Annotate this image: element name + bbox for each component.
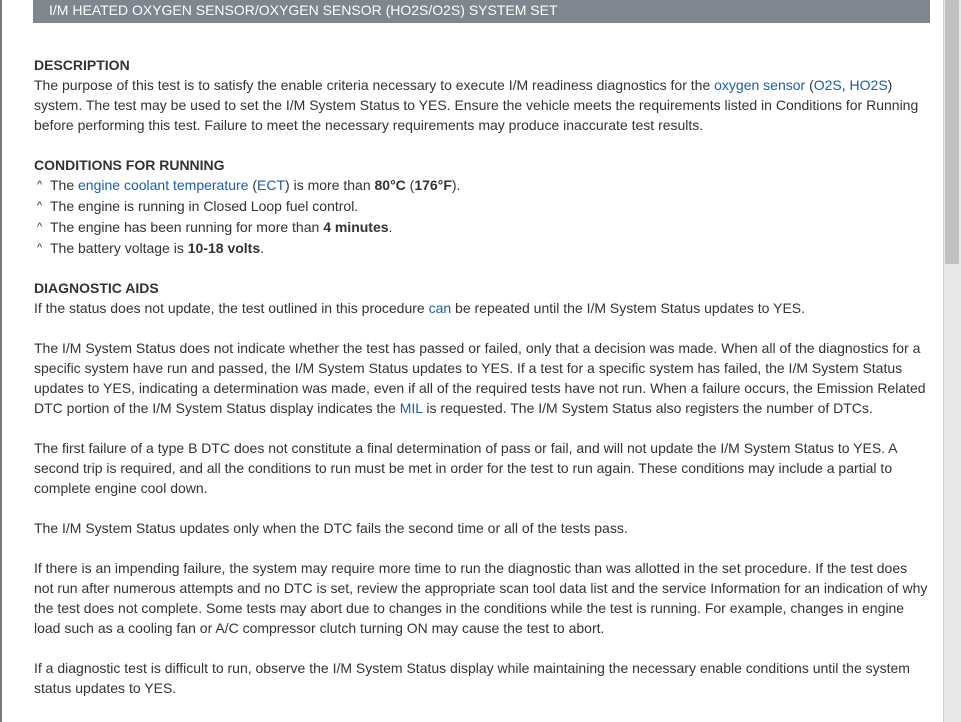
oxygen-sensor-link[interactable]: oxygen sensor: [714, 77, 806, 93]
condition-text: .: [388, 219, 393, 235]
ho2s-link[interactable]: HO2S: [849, 77, 888, 93]
condition-text: The engine is running in Closed Loop fuel control.: [50, 198, 359, 214]
aids-paragraph-4: The I/M System Status updates only when the DTC fails the second time or all of the tests pass.: [34, 520, 628, 536]
can-link[interactable]: can: [428, 300, 452, 316]
document-content: [34, 55, 930, 698]
run-time-value: 4 minutes: [323, 219, 389, 235]
mil-link[interactable]: MIL: [399, 400, 423, 416]
vertical-scrollbar[interactable]: [943, 0, 961, 722]
spacer: [34, 418, 930, 438]
condition-text: The engine has been running for more than: [50, 219, 324, 235]
condition-text: ).: [451, 177, 461, 193]
page-title: I/M HEATED OXYGEN SENSOR/OXYGEN SENSOR (HO2S/O2S) SYSTEM SET: [49, 2, 558, 18]
description-text-3: ,: [841, 77, 850, 93]
spacer: [34, 259, 930, 278]
conditions-list: [34, 175, 930, 259]
battery-voltage-value: 10-18 volts: [187, 240, 261, 256]
caret-icon: ^: [37, 200, 43, 212]
scrollbar-thumb[interactable]: [945, 0, 959, 264]
o2s-link[interactable]: O2S: [813, 77, 842, 93]
condition-item-battery: [34, 238, 930, 259]
description-heading: DESCRIPTION: [34, 57, 130, 73]
temperature-celsius: 80°C: [374, 177, 406, 193]
condition-text: (: [248, 177, 258, 193]
description-text-2: (: [805, 77, 814, 93]
aids-text: be repeated until the I/M System Status updates to YES.: [451, 300, 806, 316]
aids-text: If the status does not update, the test outlined in this procedure: [34, 300, 429, 316]
caret-icon: ^: [37, 179, 43, 191]
page-title-bar: [33, 0, 930, 23]
engine-coolant-temperature-link[interactable]: engine coolant temperature: [78, 177, 249, 193]
description-text-4: ) system. The test may be used to set the I/M System Status to YES. Ensure the vehicle meets the requirements listed in Conditions for Running before performing this test. Failure to meet the necessary requirements may produce inaccurate test results.: [34, 77, 919, 133]
temperature-fahrenheit: 176°F: [414, 177, 452, 193]
condition-item-closed-loop: [34, 196, 930, 217]
aids-text: is requested. The I/M System Status also registers the number of DTCs.: [422, 400, 873, 416]
aids-text: The I/M System Status does not indicate whether the test has passed or failed, only that a decision was made. When all of the diagnostics for a specific system have run and passed, the I/M System Status updates to YES. If a test for a specific system has failed, the I/M System Status updates to YES, indicating a determination was made, even if all of the required tests have not run. When a failure occurs, the Emission Related DTC portion of the I/M System Status display indicates the: [34, 340, 926, 416]
spacer: [34, 498, 930, 518]
ect-link[interactable]: ECT: [257, 177, 286, 193]
condition-text: .: [260, 240, 265, 256]
aids-paragraph-5: If there is an impending failure, the system may require more time to run the diagnostic than was allotted in the set procedure. If the test does not run after numerous attempts and no DTC is set, review the appropriate scan tool data list and the service Information for an indication of why the test does not complete. Some tests may abort due to changes in the conditions while the test is running. For example, changes in engine load such as a cooling fan or A/C compressor clutch turning ON may cause the test to abort.: [34, 560, 928, 636]
aids-paragraph-6: If a diagnostic test is difficult to run, observe the I/M System Status display while maintaining the necessary enable conditions until the system status updates to YES.: [34, 660, 910, 696]
condition-text: (: [405, 177, 415, 193]
condition-text: The: [50, 177, 79, 193]
spacer: [34, 538, 930, 558]
condition-item-run-time: [34, 217, 930, 238]
aids-paragraph-2: [34, 338, 930, 418]
aids-paragraph-1: [34, 298, 930, 318]
condition-item-ect: [34, 175, 930, 196]
diagnostic-aids-heading: DIAGNOSTIC AIDS: [34, 280, 159, 296]
caret-icon: ^: [37, 221, 43, 233]
condition-text: The battery voltage is: [50, 240, 188, 256]
spacer: [34, 135, 930, 155]
description-text-1: The purpose of this test is to satisfy the enable criteria necessary to execute I/M readiness diagnostics for the: [34, 77, 715, 93]
caret-icon: ^: [37, 242, 43, 254]
condition-text: ) is more than: [285, 177, 375, 193]
spacer: [34, 638, 930, 658]
conditions-heading: CONDITIONS FOR RUNNING: [34, 157, 225, 173]
spacer: [34, 318, 930, 338]
aids-paragraph-3: The first failure of a type B DTC does not constitute a final determination of pass or fail, and will not update the I/M System Status to YES. A second trip is required, and all the conditions to run must be met in order for the test to run again. These conditions may include a partial to complete engine cool down.: [34, 440, 897, 496]
description-paragraph: [34, 75, 930, 135]
